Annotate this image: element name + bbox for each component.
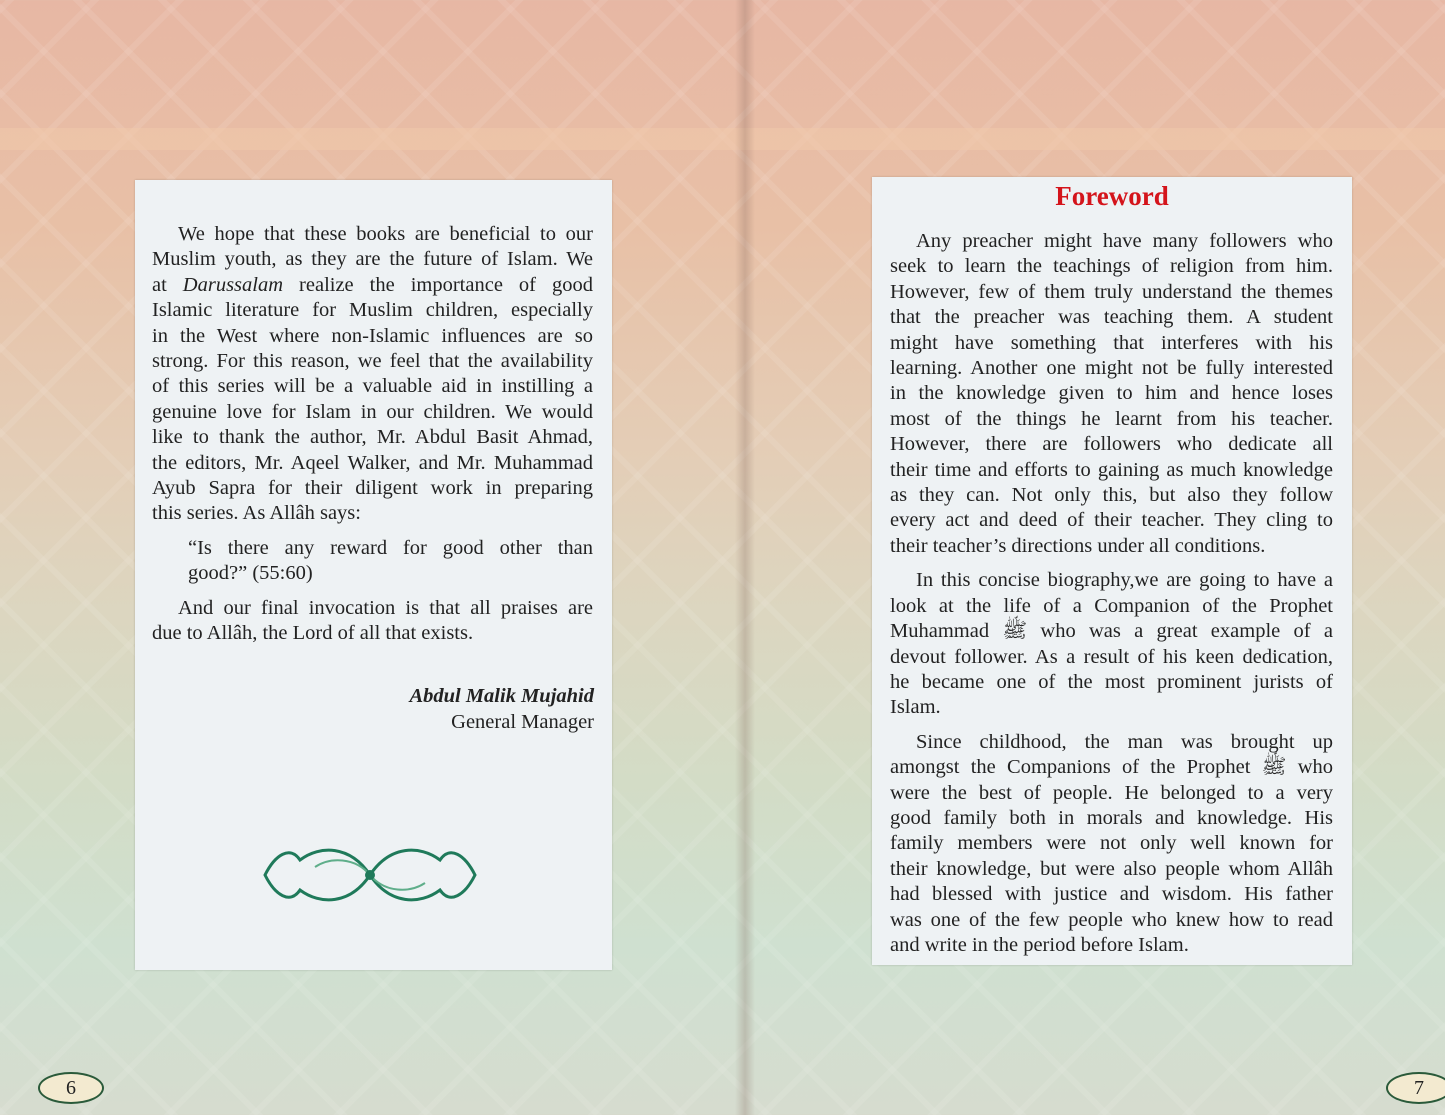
text-line: their teacher’s directions under all conditions. [890,534,1266,557]
text-line: were the best of people. He belonged to a very [890,781,1333,804]
text-line: was one of the few people who knew how to read [890,908,1333,931]
text-line: might have something that interferes with his [890,331,1333,354]
text-line: due to Allâh, the Lord of all that exists. [152,622,474,645]
signature-block [409,683,594,735]
signature-title: General Manager [451,711,594,733]
text-line: like to thank the author, Mr. Abdul Basit Ahmad, [152,426,593,449]
text-line: strong. For this reason, we feel that the availability [152,350,593,373]
text-line: and write in the period before Islam. [890,933,1189,956]
text-line: However, there are followers who dedicate all [890,433,1333,456]
paragraph [890,229,1333,559]
text-line: Muslim youth, as they are the future of Islam. We [152,248,593,271]
text-line: most of the things he learnt from his teacher. [890,407,1333,430]
right-page-body [890,229,1333,967]
text-line: of this series will be a valuable aid in instilling a [152,375,593,398]
left-page-body [152,222,593,656]
text-line: Muhammad ﷺ who was a great example of a [890,620,1333,643]
text-line: learning. Another one might not be fully interested [890,357,1333,380]
paragraph [152,222,593,527]
text-line: Islamic literature for Muslim children, especially [152,299,593,322]
paragraph [152,596,593,647]
right-page-text-box [872,177,1352,965]
text-line: Since childhood, the man was brought up [916,730,1333,753]
page-title: Foreword [1055,181,1169,211]
text-line: in the knowledge given to him and hence loses [890,382,1333,405]
text-line: genuine love for Islam in our children. We would [152,400,593,423]
text-line: devout follower. As a result of his keen dedication, [890,645,1333,668]
signature-name: Abdul Malik Mujahid [409,685,594,707]
text-line: good?” (55:60) [188,562,313,585]
page-number-right: 7 [1386,1072,1445,1104]
text-line: Ayub Sapra for their diligent work in preparing [152,477,593,500]
paragraph [890,568,1333,720]
paragraph [890,730,1333,959]
text-line: the editors, Mr. Aqeel Walker, and Mr. Muhammad [152,451,593,474]
text-line: this series. As Allâh says: [152,502,361,525]
text-line: at Darussalam realize the importance of good [152,273,593,296]
text-line: family members were not only well known for [890,832,1333,855]
text-line: that the preacher was teaching them. A student [890,306,1333,329]
paragraph [152,536,593,587]
text-line: had blessed with justice and wisdom. His father [890,883,1333,906]
text-line: Islam. [890,696,941,719]
decorative-band [0,128,1445,150]
text-line: their knowledge, but were also people whom Allâh [890,857,1333,880]
left-page-text-box [135,180,612,970]
floral-ornament-icon [260,835,480,920]
text-line: In this concise biography,we are going to have a [916,569,1333,592]
text-line: as they can. Not only this, but also they follow [890,484,1333,507]
text-line: However, few of them truly understand the themes [890,280,1333,303]
text-line: in the West where non-Islamic influences are so [152,324,593,347]
text-line: look at the life of a Companion of the Prophet [890,594,1333,617]
text-line: he became one of the most prominent jurists of [890,670,1333,693]
text-line: “Is there any reward for good other than [188,536,593,559]
text-line: amongst the Companions of the Prophet ﷺ who [890,756,1333,779]
text-line: seek to learn the teachings of religion from him. [890,255,1333,278]
text-line: good family both in morals and knowledge. His [890,806,1333,829]
page-number-left: 6 [38,1072,104,1104]
text-line: every act and deed of their teacher. They cling to [890,509,1333,532]
text-line: We hope that these books are beneficial to our [178,223,593,245]
text-line: their time and efforts to gaining as much knowledge [890,458,1333,481]
book-spine [735,0,755,1115]
text-line: Any preacher might have many followers who [916,230,1333,252]
text-line: And our final invocation is that all praises are [178,596,593,619]
